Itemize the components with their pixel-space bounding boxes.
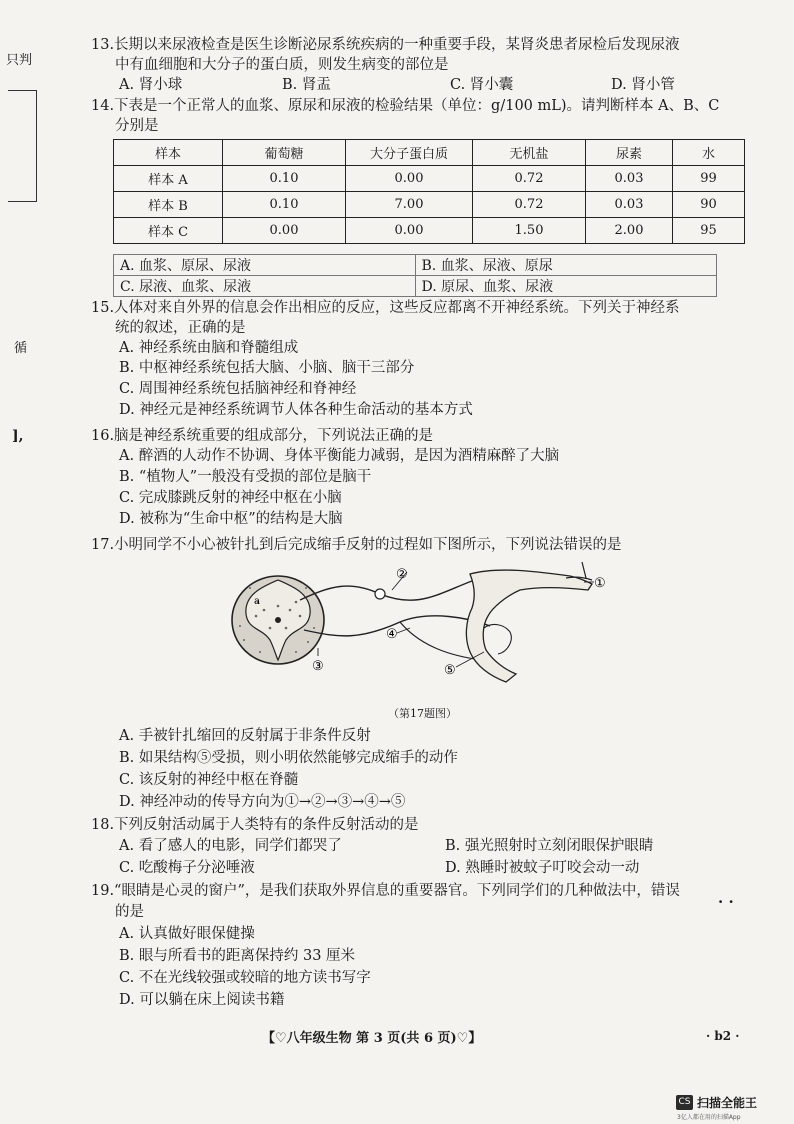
table-header-cell: 尿素 [586,140,673,166]
table-cell: 0.00 [346,218,473,244]
q18-option-c[interactable]: C. 吃酸梅子分泌唾液 [119,860,255,876]
q19-option-a[interactable]: A. 认真做好眼保健操 [119,926,255,942]
muscle [484,625,511,654]
spinal-cord-section [232,576,324,664]
q13-option-b[interactable]: B. 肾盂 [282,77,331,93]
label-3: ③ [312,659,324,674]
q17-option-c[interactable]: C. 该反射的神经中枢在脊髓 [119,772,299,788]
q15-option-c[interactable]: C. 周围神经系统包括脑神经和脊神经 [119,381,357,397]
q17-stem: 17.小明同学不小心被针扎到后完成缩手反射的过程如下图所示，下列说法错误的是 [91,537,622,553]
q15-option-b[interactable]: B. 中枢神经系统包括大脑、小脑、脑干三部分 [119,360,415,376]
table-header-cell: 水 [673,140,745,166]
margin-text-top: 只判 [6,53,33,68]
q13-option-c[interactable]: C. 肾小囊 [450,77,514,93]
table-cell: 7.00 [346,192,473,218]
q18-stem: 18.下列反射活动属于人类特有的条件反射活动的是 [91,817,419,833]
q15-stem-line1: 15.人体对来自外界的信息会作出相应的反应，这些反应都离不开神经系统。下列关于神经系 [91,300,680,316]
q18-option-b[interactable]: B. 强光照射时立刻闭眼保护眼睛 [445,838,654,854]
label-5: ⑤ [444,663,456,678]
ganglion [375,589,385,599]
table-cell: 样本 B [114,192,223,218]
q16-option-b[interactable]: B. “植物人”一般没有受损的部位是脑干 [119,469,372,485]
scanner-logo-icon: CS [676,1095,693,1110]
table-row [114,166,745,192]
q16-option-c[interactable]: C. 完成膝跳反射的神经中枢在小脑 [119,490,342,506]
q19-stem-line2: 的是 [115,904,144,920]
sensory-nerve [300,578,480,600]
table-cell: 0.03 [586,192,673,218]
table-header-cell: 无机盐 [473,140,586,166]
q19-option-b[interactable]: B. 眼与所看书的距离保持约 33 厘米 [119,948,356,964]
figure-caption: （第17题图） [388,707,457,720]
table-cell: 0.10 [223,192,346,218]
q16-option-a[interactable]: A. 醉酒的人动作不协调、身体平衡能力减弱，是因为酒精麻醉了大脑 [119,448,560,464]
table-cell: 0.72 [473,166,586,192]
table-cell: 90 [673,192,745,218]
pin-icon [582,562,586,578]
label-4: ④ [386,627,398,642]
q14-stem-line2: 分别是 [115,118,159,134]
table-header-cell: 大分子蛋白质 [346,140,473,166]
q19-option-c[interactable]: C. 不在光线较强或较暗的地方读书写字 [119,970,371,986]
q17-option-b[interactable]: B. 如果结构⑤受损，则小明依然能够完成缩手的动作 [119,750,458,766]
q13-option-d[interactable]: D. 肾小管 [611,77,675,93]
table-cell: 0.10 [223,166,346,192]
q13-option-a[interactable]: A. 肾小球 [119,77,183,93]
table-row [114,218,745,244]
q16-option-d[interactable]: D. 被称为“生命中枢”的结构是大脑 [119,511,343,527]
margin-text-low: ], [12,428,24,444]
label-1: ① [594,576,606,591]
q15-stem-line2: 统的叙述，正确的是 [115,320,246,336]
table-header-row [114,140,745,166]
page-code: · b2 · [706,1029,740,1043]
scanner-app-name: 扫描全能王 [697,1096,758,1110]
q14-option-c[interactable]: C. 尿液、血浆、尿液 [114,276,416,297]
q14-option-b[interactable]: B. 血浆、尿液、原尿 [415,255,717,276]
q19-option-d[interactable]: D. 可以躺在床上阅读书籍 [119,992,285,1008]
q19-stem-line1: 19.“眼睛是心灵的窗户”，是我们获取外界信息的重要器官。下列同学们的几种做法中，错误 [91,883,680,899]
margin-bracket [8,90,37,202]
emphasis-dots: · · [718,893,734,911]
q14-stem-line1: 14.下表是一个正常人的血浆、原尿和尿液的检验结果（单位：g/100 mL)。请判断样本 A、B、C [91,98,720,114]
table-cell: 0.03 [586,166,673,192]
label-a: a [254,596,260,607]
reflex-arc-diagram [220,556,640,696]
table-header-cell: 葡萄糖 [223,140,346,166]
margin-text-mid: 循 [14,341,28,356]
table-cell: 样本 A [114,166,223,192]
table-header-cell: 样本 [114,140,223,166]
arm-outline [466,570,592,682]
table-cell: 样本 C [114,218,223,244]
q14-options-grid [113,254,717,297]
q17-option-a[interactable]: A. 手被针扎缩回的反射属于非条件反射 [119,728,371,744]
q18-option-d[interactable]: D. 熟睡时被蚊子叮咬会动一动 [445,860,640,876]
q14-option-d[interactable]: D. 原尿、血浆、尿液 [415,276,717,297]
q16-stem: 16.脑是神经系统重要的组成部分，下列说法正确的是 [91,428,434,444]
table-cell: 0.00 [346,166,473,192]
label-2: ② [396,567,408,582]
table-cell: 2.00 [586,218,673,244]
scanner-tagline: 3亿人都在用的扫描App [677,1114,741,1121]
q17-option-d[interactable]: D. 神经冲动的传导方向为①→②→③→④→⑤ [119,794,406,810]
q13-stem-line2: 中有血细胞和大分子的蛋白质，则发生病变的部位是 [115,57,449,73]
q14-option-a[interactable]: A. 血浆、原尿、尿液 [114,255,416,276]
table-cell: 0.00 [223,218,346,244]
q14-data-table [113,139,745,244]
q15-option-a[interactable]: A. 神经系统由脑和脊髓组成 [119,340,299,356]
page-footer: 【♡八年级生物 第 3 页(共 6 页)♡】 [262,1031,482,1046]
table-cell: 1.50 [473,218,586,244]
table-cell: 95 [673,218,745,244]
q15-option-d[interactable]: D. 神经元是神经系统调节人体各种生命活动的基本方式 [119,402,473,418]
table-cell: 0.72 [473,192,586,218]
table-row [114,192,745,218]
q13-stem-line1: 13.长期以来尿液检查是医生诊断泌尿系统疾病的一种重要手段，某肾炎患者尿检后发现尿液 [91,37,680,53]
q18-option-a[interactable]: A. 看了感人的电影，同学们都哭了 [119,838,342,854]
table-cell: 99 [673,166,745,192]
